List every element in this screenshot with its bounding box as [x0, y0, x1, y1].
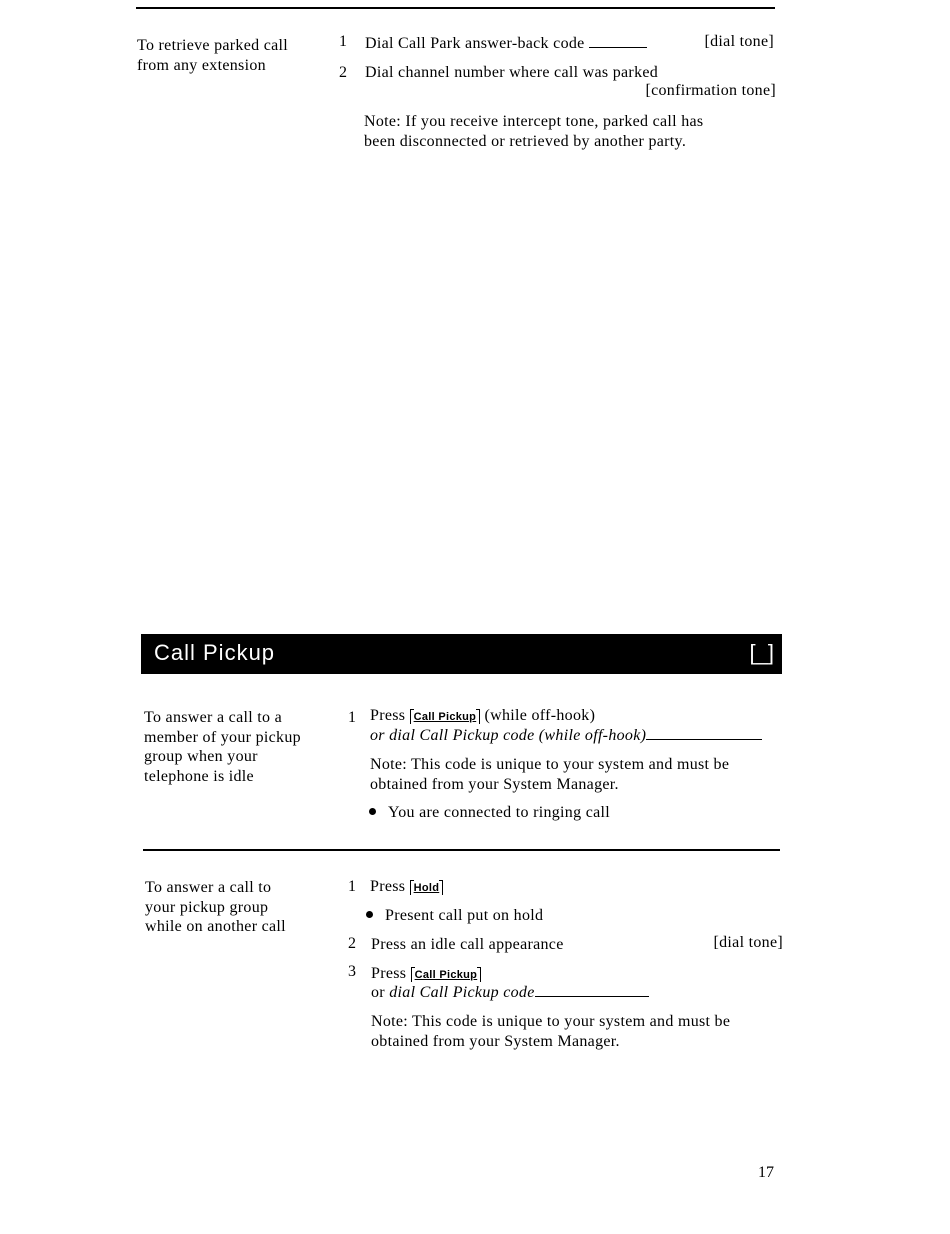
step-text	[370, 877, 443, 897]
section-divider	[143, 849, 780, 851]
alternate-text: or dial Call Pickup code (while off-hook)	[370, 727, 647, 744]
task-line: your pickup group	[145, 898, 269, 916]
task-line: member of your pickup	[144, 728, 301, 746]
code-blank	[646, 727, 762, 740]
press-label: Press	[371, 965, 407, 982]
dial-tone-indicator: [dial tone]	[713, 934, 783, 951]
task-label-pickup-idle	[144, 708, 324, 786]
bullet-icon	[366, 911, 373, 918]
press-label: Press	[370, 878, 406, 895]
note-line: Note: This code is unique to your system and must be	[370, 756, 730, 773]
task-line: telephone is idle	[144, 767, 254, 785]
step-number: 1	[348, 709, 356, 726]
call-pickup-key[interactable]: Call Pickup	[411, 968, 482, 982]
task-line: group when your	[144, 748, 258, 765]
note-line: Note: This code is unique to your system and must be	[371, 1013, 731, 1030]
task-label-pickup-busy	[145, 878, 325, 937]
bullet-text: Present call put on hold	[385, 907, 544, 924]
result-bullet	[366, 906, 543, 926]
step-text	[370, 706, 595, 726]
task-line: To retrieve parked call	[137, 37, 289, 54]
bullet-icon	[369, 808, 376, 815]
step-number: 1	[348, 878, 356, 895]
task-label-retrieve-parked	[137, 36, 317, 75]
alternate-text: dial Call Pickup code	[389, 984, 535, 1001]
confirmation-tone-indicator: [confirmation tone]	[645, 82, 776, 99]
bullet-text: You are connected to ringing call	[388, 804, 610, 821]
call-pickup-key[interactable]: Call Pickup	[410, 710, 481, 724]
section-title: Call Pickup	[154, 640, 276, 665]
step-text	[371, 964, 481, 984]
note-line: been disconnected or retrieved by another party.	[364, 132, 687, 150]
note	[364, 112, 703, 151]
step-number: 2	[348, 935, 356, 952]
condition: (while off-hook)	[484, 707, 596, 724]
step-number: 1	[339, 33, 347, 50]
press-label: Press	[370, 707, 406, 724]
note-line: obtained from your System Manager.	[371, 1032, 620, 1050]
code-blank	[535, 984, 649, 997]
task-line: To answer a call to	[145, 879, 272, 896]
step-text: Press an idle call appearance	[371, 936, 564, 953]
page-number: 17	[758, 1164, 774, 1181]
section-banner	[141, 634, 782, 674]
feature-button-icon: [_]	[749, 640, 774, 665]
result-bullet	[369, 803, 610, 823]
alternate-step	[371, 983, 649, 1003]
step-number: 2	[339, 64, 347, 81]
or-label: or	[371, 984, 385, 1001]
note-line: obtained from your System Manager.	[370, 775, 619, 793]
top-divider	[136, 7, 775, 9]
note	[371, 1012, 730, 1051]
step-number: 3	[348, 963, 356, 980]
dial-tone-indicator: [dial tone]	[704, 33, 774, 50]
note	[370, 755, 729, 794]
task-line: while on another call	[145, 918, 286, 935]
note-line: Note: If you receive intercept tone, parked call has	[364, 113, 704, 130]
step-text	[365, 34, 647, 54]
code-blank	[589, 35, 647, 48]
task-line: from any extension	[137, 56, 266, 74]
hold-key[interactable]: Hold	[410, 881, 444, 895]
alternate-step	[370, 726, 762, 746]
step-text: Dial channel number where call was parked	[365, 64, 659, 81]
step-label: Dial Call Park answer-back code	[365, 35, 585, 52]
task-line: To answer a call to a	[144, 709, 283, 726]
